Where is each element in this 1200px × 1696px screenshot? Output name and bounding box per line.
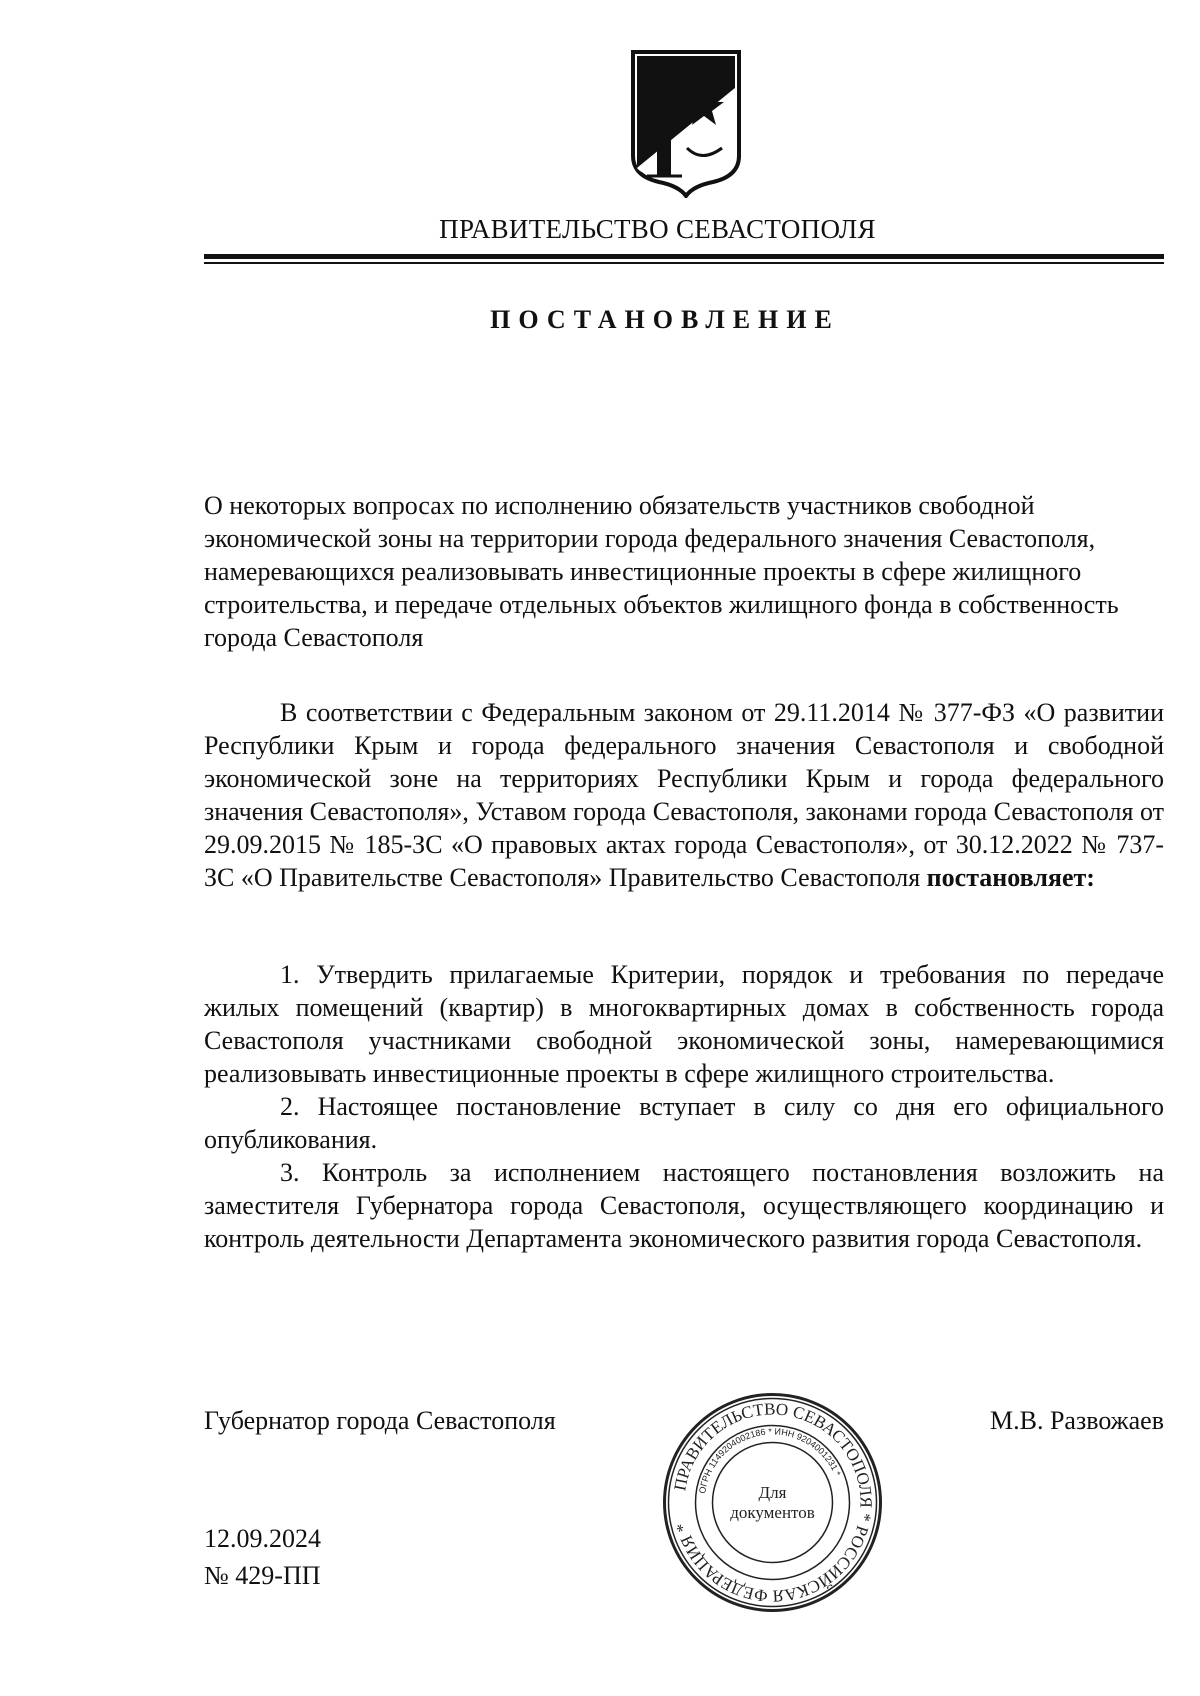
document-number: № 429-ПП xyxy=(204,1561,321,1590)
preamble xyxy=(204,696,1164,894)
seal-center-line1: Для xyxy=(758,1483,787,1502)
official-seal-stamp xyxy=(660,1390,885,1615)
decree-word: постановляет: xyxy=(926,863,1095,892)
government-name: ПРАВИТЕЛЬСТВО СЕВАСТОПОЛЯ xyxy=(439,214,876,244)
document-date: 12.09.2024 xyxy=(204,1524,321,1553)
resolution-items xyxy=(204,958,1164,1255)
signatory-name: М.В. Развожаев xyxy=(989,1406,1164,1435)
resolution-item: 3. Контроль за исполнением настоящего постановления возложить на заместителя Губернатора города Севастополя, осуществляющего координацию и контроль деятельности Департамента экономического развития города Севастополя. xyxy=(204,1158,1164,1253)
document-date-number xyxy=(204,1520,321,1594)
document-subject: О некоторых вопросах по исполнению обязательств участников свободной экономической зоны на территории города федерального значения Севастополя, намеревающихся реализовывать инвестиционные проекты в сфере жилищного строительства, и передаче отдельных объектов жилищного фонда в собственность города Севастополя xyxy=(204,491,1119,652)
document-type: ПОСТАНОВЛЕНИЕ xyxy=(490,305,840,334)
seal-outer-text: ПРАВИТЕЛЬСТВО СЕВАСТОПОЛЯ * РОССИЙСКАЯ ФЕДЕРАЦИЯ * xyxy=(670,1399,876,1606)
seal-inner-text: ОГРН 1149204002186 * ИНН 9204001231 * xyxy=(697,1426,843,1495)
resolution-item: 1. Утвердить прилагаемые Критерии, порядок и требования по передаче жилых помещений (квартир) в многоквартирных домах в собственность города Севастополя участниками свободной экономической зоны, намеревающимися реализовывать инвестиционные проекты в сфере жилищного строительства. xyxy=(204,960,1164,1088)
resolution-item: 2. Настоящее постановление вступает в силу со дня его официального опубликования. xyxy=(204,1092,1164,1154)
coat-of-arms-emblem xyxy=(627,48,745,198)
preamble-text: В соответствии с Федеральным законом от 29.11.2014 № 377-ФЗ «О развитии Республики Крым и города федерального значения Севастополя и свободной экономической зоне на территориях Республики Крым и города федерального значения Севастополя», Уставом города Севастополя, законами города Севастополя от 29.09.2015 № 185-ЗС «О правовых актах города Севастополя», от 30.12.2022 № 737-ЗС «О Правительстве Севастополя» Правительство Севастополя xyxy=(204,698,1164,892)
header-rule-thin xyxy=(204,262,1164,264)
signatory-position: Губернатор города Севастополя xyxy=(204,1406,556,1435)
header-rule-thick xyxy=(204,254,1164,259)
seal-center-line2: документов xyxy=(730,1503,815,1522)
